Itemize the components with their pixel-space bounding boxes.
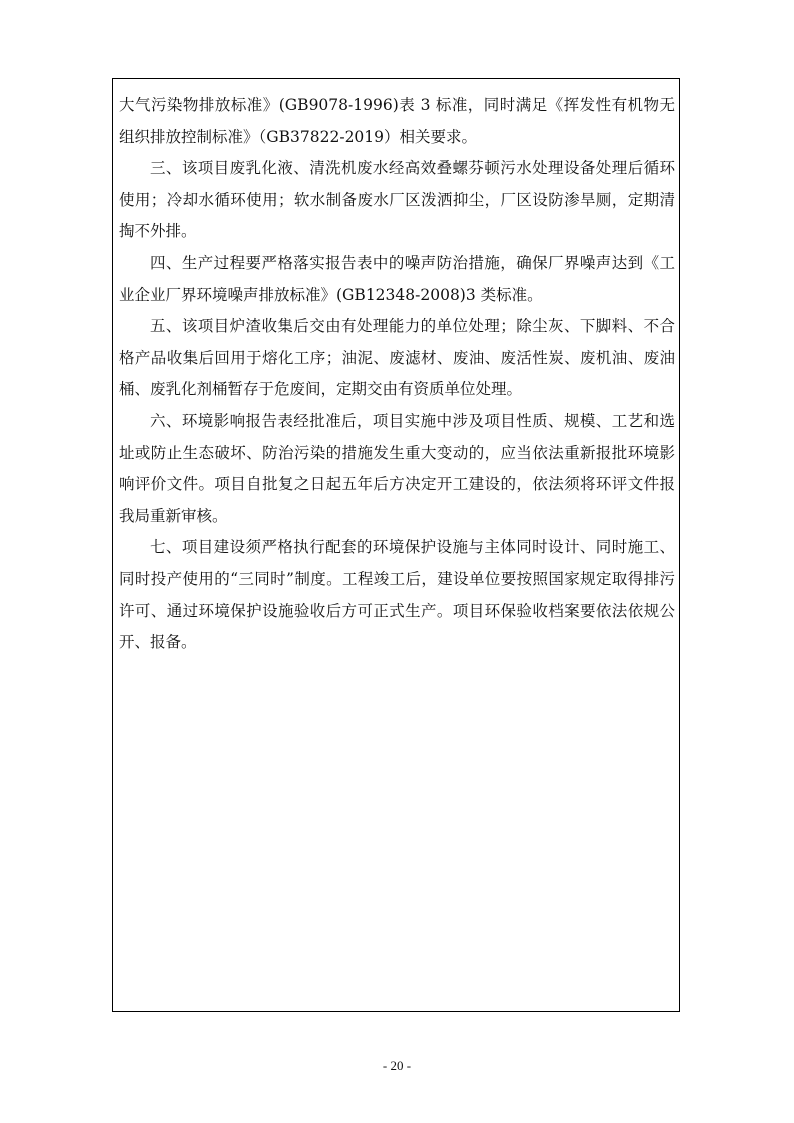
- paragraph-solid-waste: 五、该项目炉渣收集后交由有处理能力的单位处理；除尘灰、下脚料、不合格产品收集后回用于熔化工序；油泥、废滤材、废油、废活性炭、废机油、废油桶、废乳化剂桶暂存于危废间，定期交由有资质单位处理。: [119, 317, 675, 399]
- paragraph-wastewater: 三、该项目废乳化液、清洗机废水经高效叠螺芬顿污水处理设备处理后循环使用；冷却水循环使用；软水制备废水厂区泼洒抑尘，厂区设防渗旱厕，定期清掏不外排。: [119, 159, 675, 241]
- paragraph-three-simultaneous: 七、项目建设须严格执行配套的环境保护设施与主体同时设计、同时施工、同时投产使用的“三同时”制度。工程竣工后，建设单位要按照国家规定取得排污许可、通过环境保护设施验收后方可正式生产。项目环保验收档案要依法依规公开、报备。: [119, 538, 675, 652]
- paragraph-noise: 四、生产过程要严格落实报告表中的噪声防治措施，确保厂界噪声达到《工业企业厂界环境噪声排放标准》(GB12348-2008)3 类标准。: [119, 253, 675, 304]
- document-body: [119, 90, 675, 659]
- paragraph-change-reapproval: 六、环境影响报告表经批准后，项目实施中涉及项目性质、规模、工艺和选址或防止生态破坏、防治污染的措施发生重大变动的，应当依法重新报批环境影响评价文件。项目自批复之日起五年后方决定开工建设的，依法须将环评文件报我局重新审核。: [119, 411, 675, 525]
- page-number: - 20 -: [382, 1058, 412, 1073]
- paragraph-continuation: 大气污染物排放标准》(GB9078-1996)表 3 标准，同时满足《挥发性有机物无组织排放控制标准》（GB37822-2019）相关要求。: [119, 96, 675, 146]
